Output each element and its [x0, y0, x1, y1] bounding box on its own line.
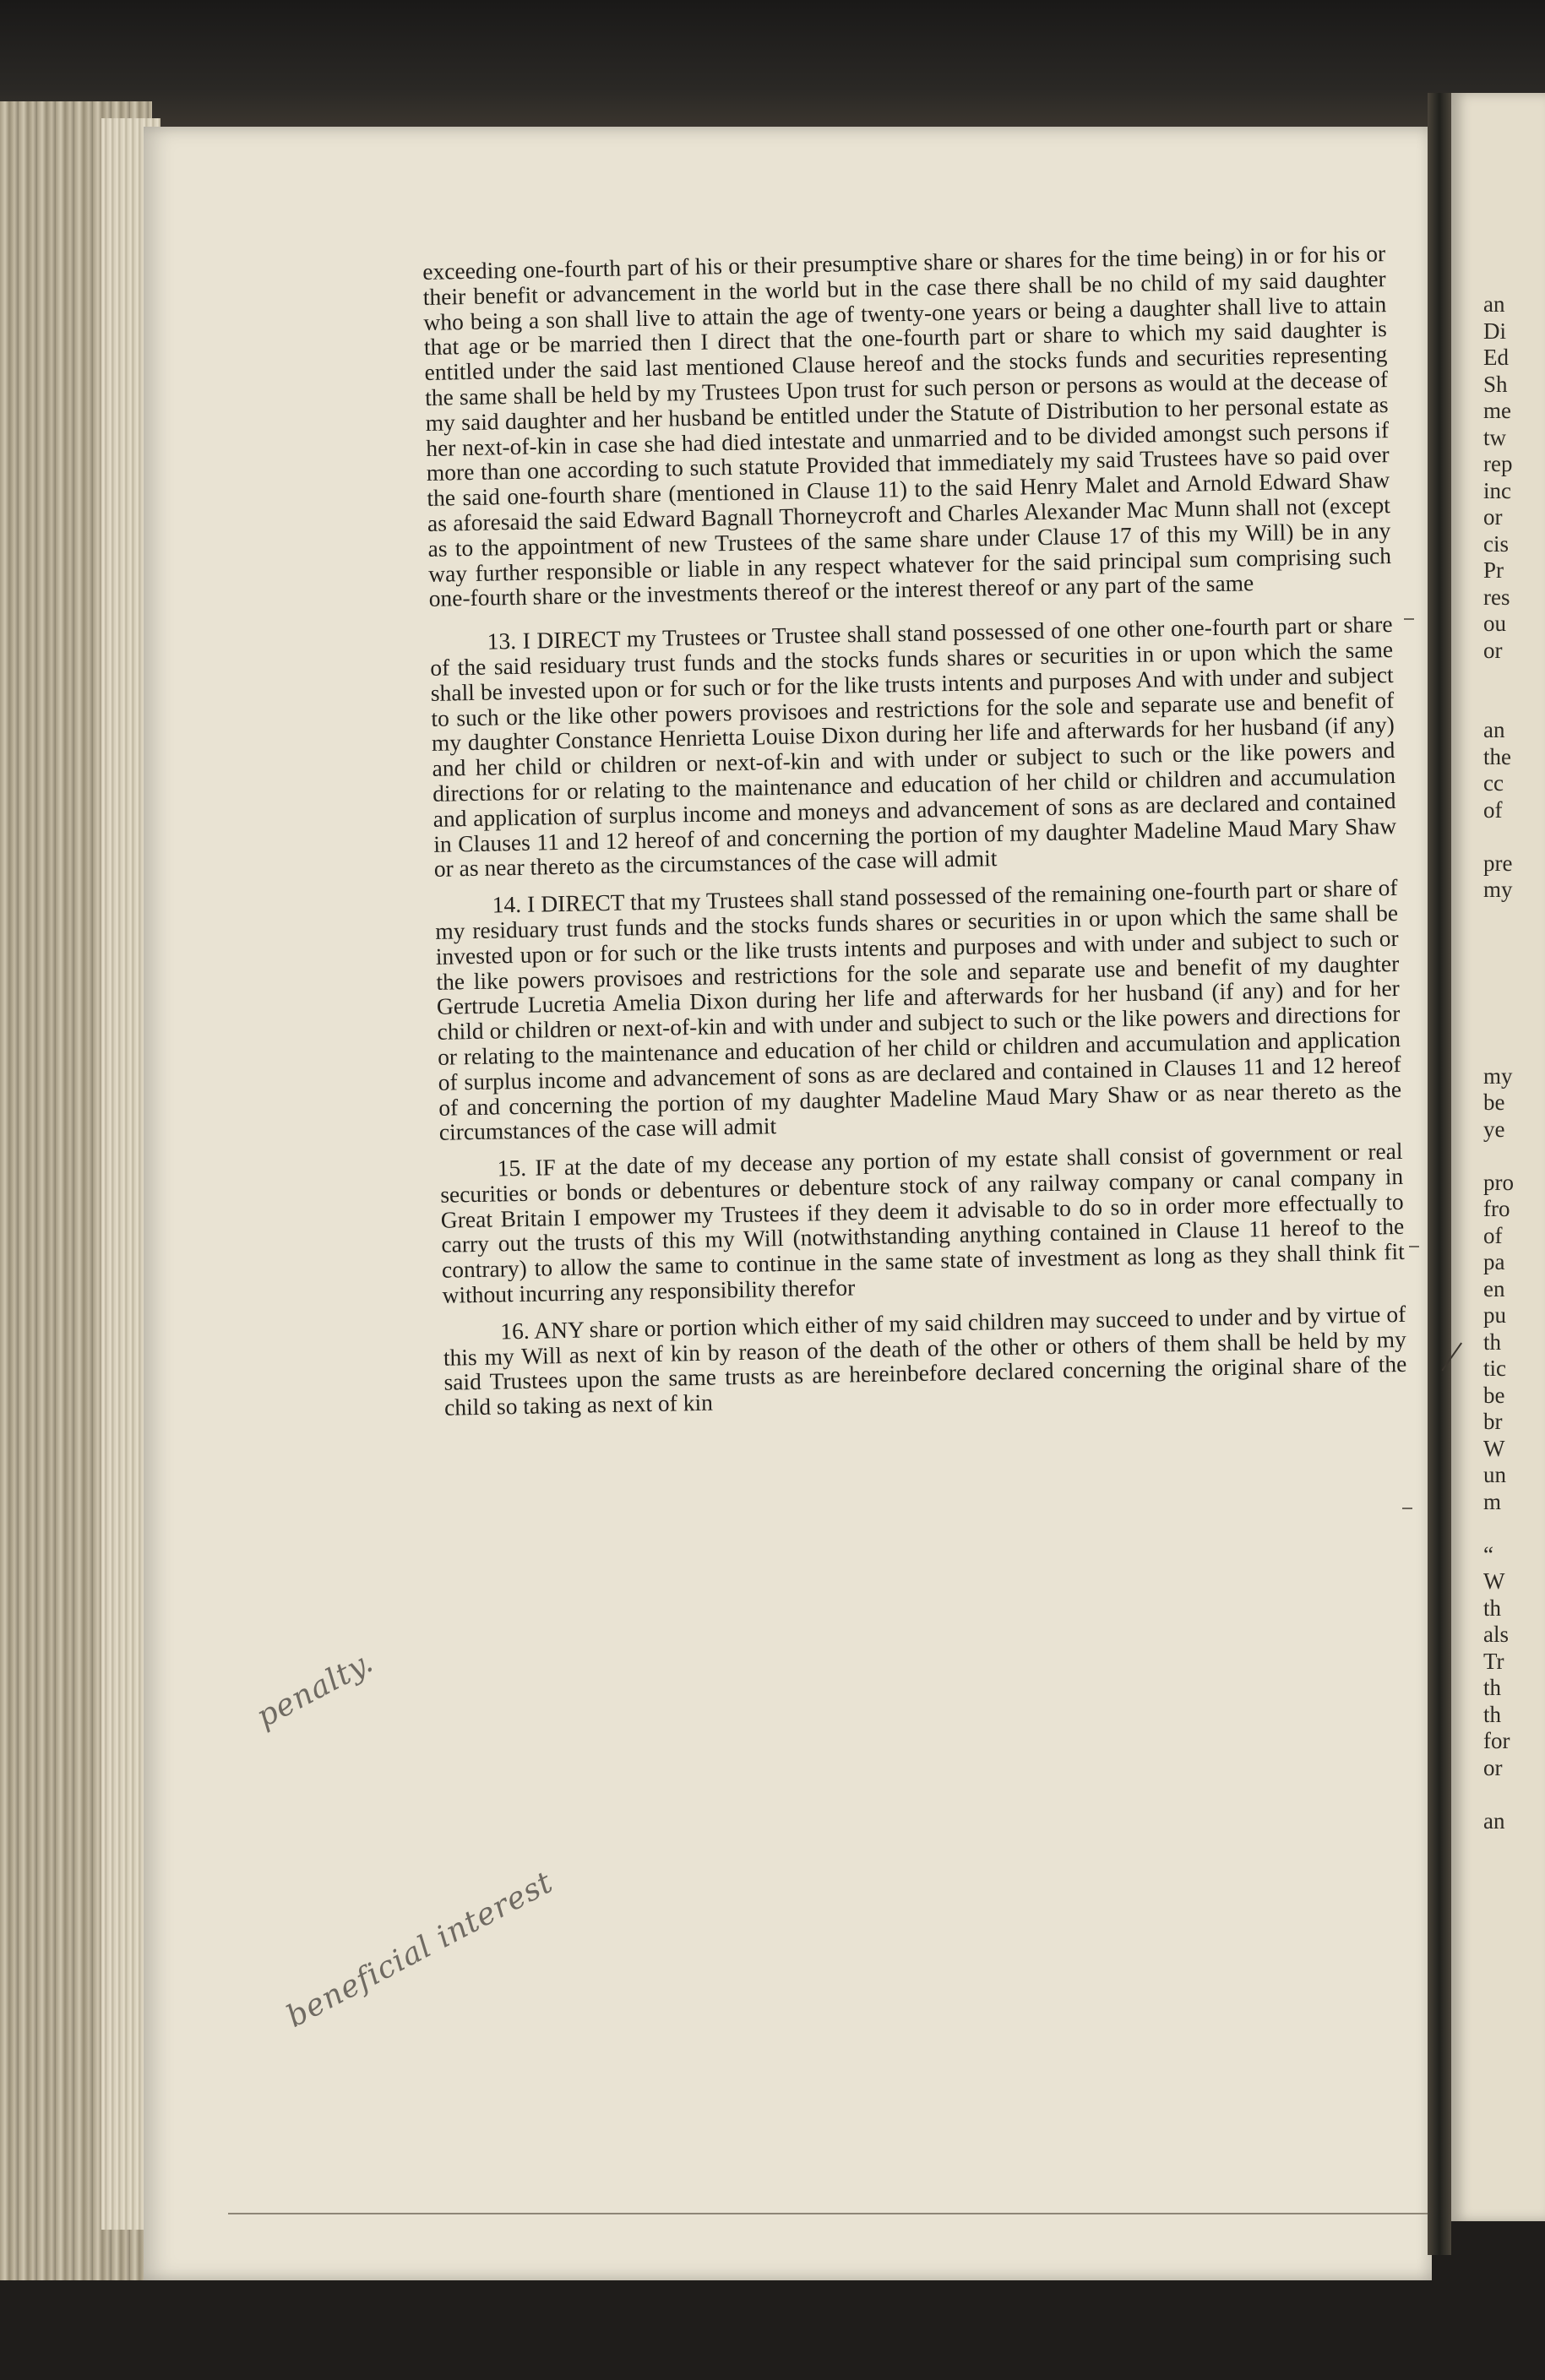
- facing-page-fragment: pro: [1483, 1169, 1514, 1195]
- facing-page-fragment: or: [1483, 637, 1503, 663]
- facing-page-fragment: Ed: [1483, 345, 1509, 370]
- facing-page-fragment: tic: [1483, 1356, 1506, 1381]
- facing-page-fragment: W: [1483, 1568, 1505, 1594]
- facing-page-fragment: Sh: [1483, 371, 1508, 397]
- facing-page-fragment: an: [1483, 717, 1505, 742]
- facing-page-fragment: be: [1483, 1382, 1505, 1408]
- facing-page-fragment: “: [1483, 1541, 1493, 1568]
- facing-page-fragment: my: [1483, 1062, 1513, 1089]
- facing-page-fragment: an: [1483, 291, 1505, 317]
- facing-page-fragment: un: [1483, 1462, 1506, 1487]
- facing-page-fragment: [1483, 957, 1514, 984]
- facing-page-fragment: [1483, 1781, 1514, 1808]
- document-body: [422, 241, 1407, 1432]
- facing-page-fragments: [1483, 291, 1514, 1834]
- facing-page-fragment: an: [1483, 1807, 1505, 1834]
- facing-page-fragment: th: [1483, 1675, 1502, 1700]
- facing-page-fragment: [1483, 1515, 1514, 1542]
- facing-page-fragment: [1483, 930, 1514, 957]
- facing-page-fragment: [1483, 691, 1514, 718]
- facing-page-fragment: [1483, 823, 1514, 850]
- margin-note-penalty: penalty.: [251, 1644, 379, 1735]
- facing-page-fragment: m: [1483, 1488, 1502, 1514]
- facing-page-fragment: for: [1483, 1728, 1510, 1753]
- facing-page-fragment: cis: [1483, 530, 1509, 557]
- facing-page-fragment: pu: [1483, 1302, 1506, 1328]
- margin-dash: [1409, 1246, 1419, 1247]
- facing-page-fragment: Tr: [1483, 1648, 1504, 1674]
- paragraph-continued: exceeding one-fourth part of his or their presumptive share or shares for the time being) in or for his or their benefit or advancement in the world but in the case there shall be no child of my said daughter who being a son shall live to attain the age of twenty-one years or being a daughter shall live to attain that age or be married then I direct that the one-fourth part or share to which my said daughter is entitled under the said last mentioned Clause hereof and the stocks funds and securities representing the same shall be held by my Trustees Upon trust for such person or persons as would at the decease of my said daughter and her husband be entitled under the Statute of Distribution to her personal estate as her next-of-kin in case she had died intestate and unmarried and to be divided amongst such persons if more than one according to such statute Provided that immediately my said Trustees have so paid over the said one-fourth share (mentioned in Clause 11) to the said Henry Malet and Arnold Edward Shaw as aforesaid the said Edward Bagnall Thorneycroft and Charles Alexander Mac Munn shall not (except as to the appointment of new Trustees of the same share under Clause 17 of this my Will) be in any way further responsible or liable in any respect whatever for the said principal sum comprising such one-fourth share or the investments thereof or the interest thereof or any part of the same: [422, 240, 1392, 612]
- page-bottom-edge: [228, 2213, 1428, 2221]
- facing-page-fragment: me: [1483, 398, 1511, 423]
- paragraph-clause-16: 16. ANY share or portion which either of my said children may succeed to under and by virtue of this my Will as next of kin by reason of the death of the other or others of them shall be held by my said Trustees upon the same trusts as are hereinbefore declared concerning the original share of the child so taking as next of kin: [443, 1300, 1407, 1421]
- facing-page-fragment: be: [1483, 1089, 1505, 1115]
- facing-page-fragment: inc: [1483, 477, 1511, 503]
- facing-page-fragment: or: [1483, 504, 1503, 530]
- facing-page-fragment: Di: [1483, 318, 1506, 344]
- facing-page-fragment: [1483, 1143, 1514, 1170]
- margin-dash: [1404, 618, 1414, 620]
- facing-page-fragment: rep: [1483, 451, 1513, 476]
- facing-page-fragment: my: [1483, 877, 1513, 902]
- facing-page-fragment: tw: [1483, 424, 1506, 450]
- facing-page-fragment: cc: [1483, 770, 1504, 796]
- facing-page-fragment: [1483, 664, 1514, 691]
- facing-page-fragment: [1483, 904, 1514, 931]
- book-gutter: [1428, 93, 1451, 2255]
- facing-page-fragment: Pr: [1483, 557, 1504, 583]
- paragraph-clause-14: 14. I DIRECT that my Trustees shall stand possessed of the remaining one-fourth part or share of my residuary trust funds and the stocks funds shares or securities in or upon which the same shall be invested upon or for such or the like trusts intents and purposes and with under and subject to such or the like powers provisoes and restrictions for the sole and separate use and benefit of my daughter Gertrude Lucretia Amelia Dixon during her life and afterwards for her husband (if any) and for her child or children or next-of-kin and with under and subject to such or the like powers and directions for or relating to the maintenance and education of her child or children and accumulation and application of surplus income and advancement of sons as are declared and contained in Clauses 11 and 12 hereof of and concerning the portion of my daughter Madeline Maud Mary Shaw or as near thereto as the circumstances of the case will admit: [434, 874, 1402, 1146]
- margin-dash: [1402, 1508, 1412, 1509]
- facing-page-fragment: ou: [1483, 611, 1506, 636]
- facing-page-fragment: ye: [1483, 1116, 1505, 1142]
- facing-page-fragment: th: [1483, 1701, 1502, 1727]
- scan-background-top: [0, 0, 1545, 127]
- facing-page-fragment: the: [1483, 743, 1511, 769]
- facing-page-fragment: pre: [1483, 850, 1513, 876]
- facing-page-fragment: [1483, 1010, 1514, 1037]
- facing-page-fragment: or: [1483, 1754, 1503, 1780]
- facing-page-fragment: th: [1483, 1595, 1502, 1621]
- facing-page-fragment: res: [1483, 584, 1510, 610]
- facing-page-fragment: th: [1483, 1329, 1502, 1355]
- facing-page-fragment: pa: [1483, 1249, 1505, 1274]
- facing-page-fragment: of: [1483, 796, 1503, 823]
- facing-page-fragment: en: [1483, 1275, 1505, 1301]
- paragraph-clause-15: 15. IF at the date of my decease any portion of my estate shall consist of government or real securities or bonds or debentures or debenture stock of any railway company or canal company in Great Britain I empower my Trustees if they deem it advisable to do so in order more effectually to carry out the trusts of this my Will (notwithstanding anything contained in Clause 11 hereof to the contrary) to allow the same to continue in the same state of investment as long as they shall think fit without incurring any responsibility therefor: [439, 1138, 1406, 1308]
- facing-page: [1451, 93, 1545, 2221]
- facing-page-fragment: [1483, 983, 1514, 1010]
- margin-note-beneficial-interest: beneficial interest: [280, 1865, 559, 2035]
- facing-page-fragment: br: [1483, 1409, 1503, 1434]
- facing-page-fragment: als: [1483, 1622, 1509, 1647]
- facing-page-fragment: [1483, 1036, 1514, 1063]
- facing-page-fragment: W: [1483, 1435, 1505, 1461]
- facing-page-fragment: fro: [1483, 1196, 1510, 1221]
- facing-page-fragment: of: [1483, 1222, 1503, 1248]
- paragraph-clause-13: 13. I DIRECT my Trustees or Trustee shall stand possessed of one other one-fourth part or share of the said residuary trust funds and the stocks funds shares or securities in or upon which the same shall be invested upon or for such or for the like trusts intents and purposes And with under and subject to such or the like other powers provisoes and restrictions for the sole and separate use and benefit of my daughter Constance Henrietta Louise Dixon during her life and afterwards for her husband (if any) and her child or children or next-of-kin and with under or subject to such or the like powers and directions for or relating to the maintenance and education of her child or children and accumulation and application of surplus income and moneys and advancement of sons as are declared and contained in Clauses 11 and 12 hereof of and concerning the portion of my daughter Madeline Maud Mary Shaw or as near thereto as the circumstances of the case will admit: [429, 611, 1397, 883]
